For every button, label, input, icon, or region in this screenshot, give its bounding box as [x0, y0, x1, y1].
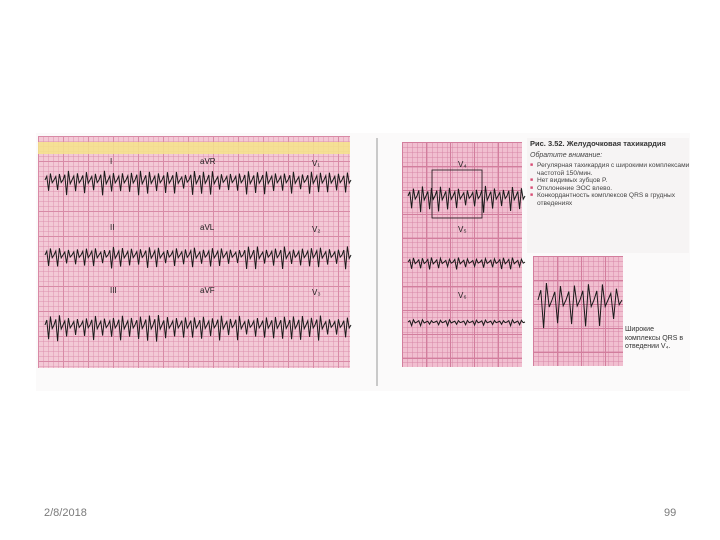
ecg-12-lead-strip	[38, 136, 350, 368]
book-fold	[376, 138, 378, 386]
note-heading: Обратите внимание:	[530, 152, 603, 159]
lead-label-iii: III	[110, 286, 117, 295]
lead-label-v1: V₁	[312, 159, 321, 168]
ecg-inset-v4	[533, 256, 623, 366]
finding-item: ■ Отклонение ЭОС влево.	[530, 185, 690, 193]
inset-caption: Широкие комплексы QRS в отведении V₄.	[625, 326, 684, 350]
lead-label-v4: V₄	[458, 160, 467, 169]
findings-list	[530, 162, 690, 208]
lead-label-v3: V₃	[312, 288, 321, 297]
lead-label-v5: V₅	[458, 225, 467, 234]
finding-item: ■ Конкордантность комплексов QRS в грудных отведениях	[530, 192, 690, 207]
slide-number: 99	[664, 507, 677, 519]
slide-date: 2/8/2018	[44, 507, 87, 519]
finding-item: ■ Нет видимых зубцов P.	[530, 177, 690, 185]
ecg-chest-lead-strip	[402, 142, 522, 367]
lead-label-avr: aVR	[200, 157, 216, 166]
lead-label-avl: aVL	[200, 223, 215, 232]
lead-label-v2: V₂	[312, 225, 321, 234]
lead-label-i: I	[110, 157, 113, 166]
finding-item: ■ Регулярная тахикардия с широкими комплексами частотой 150/мин.	[530, 162, 690, 177]
figure-title: Рис. 3.52. Желудочковая тахикардия	[530, 139, 666, 148]
lead-label-v6: V₆	[458, 291, 467, 300]
lead-label-ii: II	[110, 223, 115, 232]
highlight-band	[38, 142, 350, 154]
lead-label-avf: aVF	[200, 286, 215, 295]
